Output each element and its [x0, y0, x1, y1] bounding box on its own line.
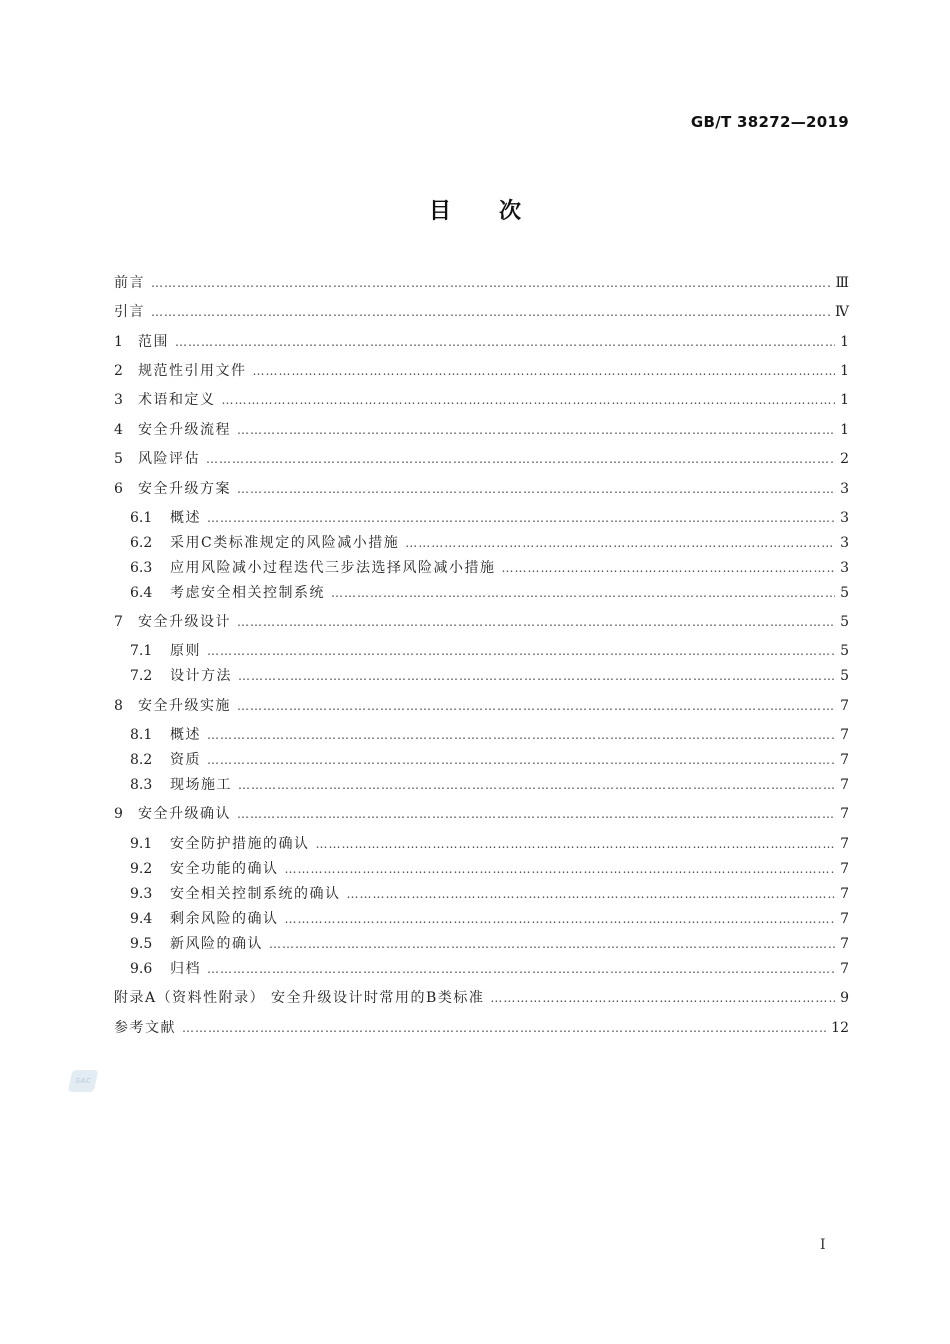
standard-code: GB/T 38272—2019 [690, 113, 849, 131]
toc-leader-dots [207, 962, 835, 976]
toc-entry[interactable] [114, 276, 849, 290]
toc-entry-label: 安全功能的确认 [170, 861, 279, 877]
toc-entry-label: 安全相关控制系统的确认 [170, 886, 341, 902]
toc-entry[interactable] [114, 305, 849, 319]
toc-entry-label: 概述 [170, 727, 201, 743]
toc-leader-dots [237, 482, 835, 496]
toc-entry-label: 前言 [114, 275, 145, 291]
toc-entry-page: 5 [840, 614, 849, 630]
page-title: 目次 [428, 199, 569, 224]
toc-entry-label: 风险评估 [138, 451, 200, 467]
toc-entry-label: 安全升级设计 [138, 614, 231, 630]
toc-leader-dots [182, 1021, 827, 1035]
toc-entry[interactable] [130, 887, 849, 901]
toc-leader-dots [237, 423, 835, 437]
toc-entry-label: 剩余风险的确认 [170, 911, 279, 927]
toc-entry-label: 安全升级流程 [138, 422, 231, 438]
toc-leader-dots [175, 335, 835, 349]
toc-entry-number: 5 [114, 451, 123, 467]
toc-entry-page: 7 [840, 961, 849, 977]
toc-entry-page: 5 [840, 643, 849, 659]
toc-leader-dots [207, 728, 835, 742]
toc-entry-number: 6 [114, 481, 123, 497]
toc-entry[interactable] [130, 837, 849, 851]
toc-leader-dots [316, 837, 836, 851]
toc-entry-number: 7.2 [130, 668, 153, 684]
toc-entry[interactable] [130, 778, 849, 792]
toc-leader-dots [253, 364, 836, 378]
toc-entry[interactable] [130, 669, 849, 683]
toc-entry-number: 1 [114, 334, 123, 350]
toc-entry-page: 1 [840, 422, 849, 438]
toc-entry[interactable] [114, 335, 849, 349]
toc-entry-page: 1 [840, 392, 849, 408]
toc-leader-dots [207, 511, 835, 525]
toc-entry[interactable] [114, 1021, 849, 1035]
toc-entry-page: 7 [840, 727, 849, 743]
toc-entry-number: 8.1 [130, 727, 153, 743]
toc-entry-number: 6.4 [130, 585, 153, 601]
toc-entry[interactable] [114, 615, 849, 629]
toc-leader-dots [237, 699, 835, 713]
toc-entry[interactable] [130, 728, 849, 742]
toc-entry-page: 3 [840, 510, 849, 526]
toc-leader-dots [238, 778, 835, 792]
toc-leader-dots [405, 536, 835, 550]
toc-entry[interactable] [130, 586, 849, 600]
toc-entry-number: 9.3 [130, 886, 153, 902]
toc-entry-number: 8 [114, 698, 123, 714]
toc-entry-label: 安全升级实施 [138, 698, 231, 714]
toc-leader-dots [502, 561, 836, 575]
toc-entry-label: 术语和定义 [138, 392, 216, 408]
toc-entry[interactable] [114, 699, 849, 713]
toc-entry[interactable] [114, 991, 849, 1005]
toc-entry[interactable] [114, 452, 849, 466]
toc-entry-page: Ⅲ [835, 275, 849, 291]
toc-entry-label: 设计方法 [170, 668, 232, 684]
toc-leader-dots [151, 305, 831, 319]
toc-leader-dots [331, 586, 835, 600]
sac-watermark-logo: SAC [68, 1070, 99, 1092]
toc-entry-page: 7 [840, 861, 849, 877]
toc-entry-page: 12 [831, 1020, 849, 1036]
toc-leader-dots [206, 452, 835, 466]
toc-entry-number: 9.6 [130, 961, 153, 977]
toc-entry-label: 新风险的确认 [170, 936, 263, 952]
toc-entry-page: 3 [840, 560, 849, 576]
toc-entry[interactable] [130, 511, 849, 525]
toc-entry[interactable] [114, 393, 849, 407]
toc-entry-number: 9.2 [130, 861, 153, 877]
toc-entry-label: 安全防护措施的确认 [170, 836, 310, 852]
toc-entry-label: 资质 [170, 752, 201, 768]
toc-entry[interactable] [130, 561, 849, 575]
toc-entry-page: 5 [840, 668, 849, 684]
toc-entry-page: 7 [840, 698, 849, 714]
toc-leader-dots [285, 862, 836, 876]
toc-entry-label: 参考文献 [114, 1020, 176, 1036]
toc-entry[interactable] [130, 644, 849, 658]
page-number: Ⅰ [820, 1237, 826, 1253]
toc-entry-page: 1 [840, 334, 849, 350]
toc-leader-dots [222, 393, 836, 407]
toc-entry-page: 7 [840, 777, 849, 793]
toc-entry[interactable] [114, 482, 849, 496]
toc-entry-label: 归档 [170, 961, 201, 977]
toc-entry-number: 9.5 [130, 936, 153, 952]
toc-entry[interactable] [130, 753, 849, 767]
toc-entry-page: 3 [840, 535, 849, 551]
toc-entry-label: 附录A（资料性附录） 安全升级设计时常用的B类标准 [114, 990, 485, 1006]
toc-leader-dots [269, 937, 835, 951]
toc-entry-number: 6.2 [130, 535, 153, 551]
toc-entry-number: 8.3 [130, 777, 153, 793]
toc-entry[interactable] [130, 912, 849, 926]
toc-entry[interactable] [130, 862, 849, 876]
toc-entry-number: 9.4 [130, 911, 153, 927]
toc-entry-number: 8.2 [130, 752, 153, 768]
toc-entry-number: 6.3 [130, 560, 153, 576]
toc-entry-number: 9 [114, 806, 123, 822]
toc-entry[interactable] [130, 536, 849, 550]
toc-entry-number: 2 [114, 363, 123, 379]
toc-entry-page: 3 [840, 481, 849, 497]
toc-entry-page: 7 [840, 836, 849, 852]
toc-entry-label: 范围 [138, 334, 169, 350]
toc-entry-number: 7.1 [130, 643, 153, 659]
toc-entry[interactable] [114, 423, 849, 437]
toc-leader-dots [238, 669, 835, 683]
toc-entry-label: 应用风险减小过程迭代三步法选择风险减小措施 [170, 560, 496, 576]
toc-entry-page: Ⅳ [835, 304, 849, 320]
toc-entry-page: 7 [840, 806, 849, 822]
toc-entry-label: 原则 [170, 643, 201, 659]
toc-leader-dots [347, 887, 836, 901]
toc-entry-label: 安全升级方案 [138, 481, 231, 497]
toc-leader-dots [285, 912, 836, 926]
toc-entry-label: 安全升级确认 [138, 806, 231, 822]
toc-entry-page: 7 [840, 936, 849, 952]
toc-entry-page: 9 [840, 990, 849, 1006]
toc-entry-page: 2 [840, 451, 849, 467]
toc-entry-number: 7 [114, 614, 123, 630]
toc-entry-label: 现场施工 [170, 777, 232, 793]
toc-entry-label: 引言 [114, 304, 145, 320]
toc-entry-number: 4 [114, 422, 123, 438]
toc-entry-label: 采用C类标准规定的风险减小措施 [170, 535, 400, 551]
toc-entry-label: 概述 [170, 510, 201, 526]
toc-entry[interactable] [114, 364, 849, 378]
toc-entry-page: 7 [840, 886, 849, 902]
toc-entry-page: 1 [840, 363, 849, 379]
toc-leader-dots [151, 276, 831, 290]
toc-leader-dots [237, 615, 835, 629]
toc-leader-dots [207, 644, 835, 658]
toc-entry-number: 6.1 [130, 510, 153, 526]
toc-entry-page: 5 [840, 585, 849, 601]
toc-entry[interactable] [130, 962, 849, 976]
toc-entry[interactable] [130, 937, 849, 951]
toc-leader-dots [207, 753, 835, 767]
toc-entry-page: 7 [840, 911, 849, 927]
toc-entry-number: 9.1 [130, 836, 153, 852]
toc-leader-dots [490, 991, 835, 1005]
toc-entry-page: 7 [840, 752, 849, 768]
toc-entry-number: 3 [114, 392, 123, 408]
toc-entry-label: 考虑安全相关控制系统 [170, 585, 325, 601]
toc-leader-dots [237, 807, 835, 821]
toc-entry-label: 规范性引用文件 [138, 363, 247, 379]
toc-entry[interactable] [114, 807, 849, 821]
